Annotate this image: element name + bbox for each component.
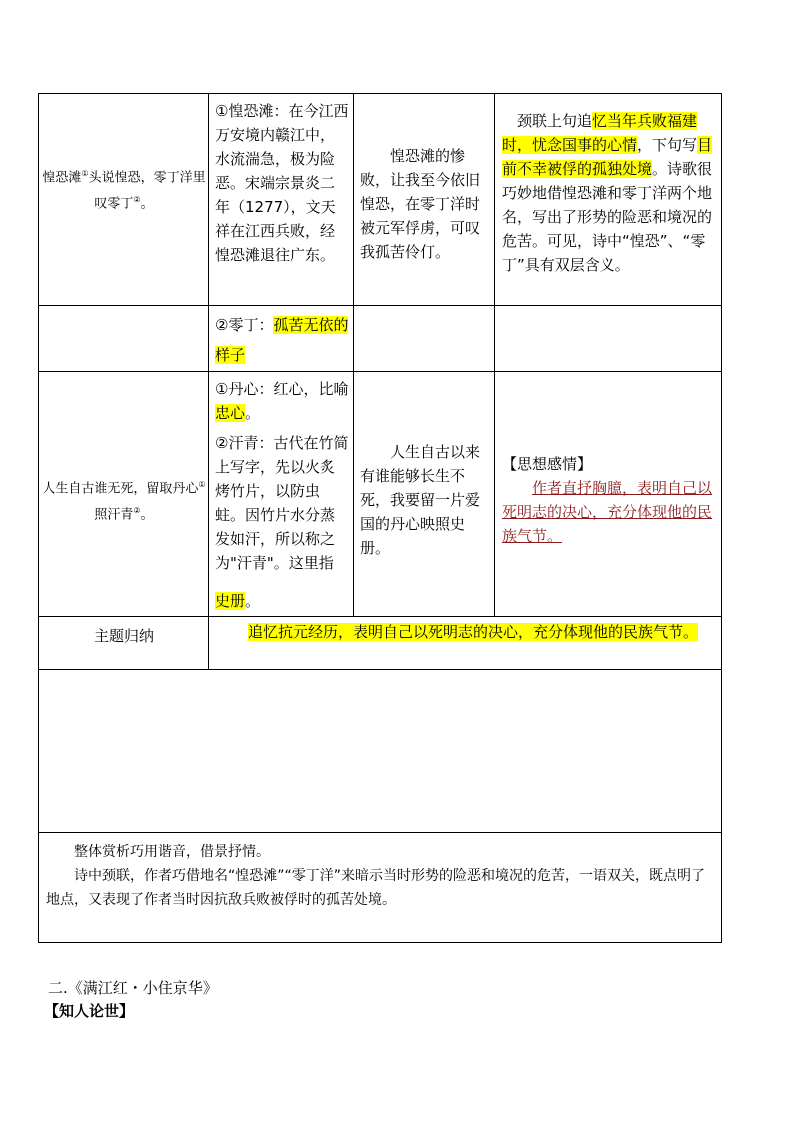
highlighted-text: 忆当年兵败福建时，忧念国事的心情 (502, 112, 698, 154)
translation-text: 人生自古以来有谁能够长生不死，我要留一片爱国的丹心映照史册。 (360, 443, 481, 557)
note-text: ②汗青：古代在竹简上写字，先以火炙烤竹片，以防虫蛀。因竹片水分蒸发如汗，所以称之为"汗青"。这里指 (215, 434, 349, 572)
section-subheading: 【知人论世】 (44, 1002, 135, 1020)
analysis-cell (502, 109, 716, 277)
footnote-marker: ② (133, 506, 141, 516)
appreciation-block (46, 840, 718, 912)
highlighted-text: 目前不幸被俘的孤独处境 (502, 136, 713, 178)
note-cell (215, 377, 349, 613)
note-text: 。 (245, 404, 261, 422)
verse-cell (40, 474, 208, 527)
translation-text: 惶恐滩的惨败，让我至今依旧惶恐，在零丁洋时被元军俘虏，可叹我孤苦伶仃。 (360, 147, 481, 261)
highlighted-text: 忠心 (215, 404, 246, 422)
highlighted-text: 史册 (215, 592, 246, 610)
footnote-marker: ② (133, 195, 141, 205)
section-heading: 二.《满江红・小住京华》 (48, 979, 218, 997)
translation-cell (360, 144, 490, 264)
analysis-text: 颈联上句追 (517, 112, 593, 130)
verse-text: 惶恐滩 (42, 170, 82, 186)
footnote-marker: ① (198, 480, 206, 489)
appreciation-line: 诗中颈联，作者巧借地名“惶恐滩”“零丁洋”来暗示当时形势的险恶和境况的危苦，一语双关，既点明了地点，又表现了作者当时因抗敌兵败被俘时的孤苦处境。 (46, 868, 706, 908)
note-item (215, 589, 349, 613)
note-text: ①丹心：红心，比喻 (215, 380, 349, 398)
analysis-label: 【思想感情】 (502, 455, 593, 473)
highlighted-text: 孤苦无依的样子 (215, 316, 349, 364)
analysis-cell (502, 452, 716, 548)
analysis-text: ，下句写 (637, 136, 698, 154)
note-item (215, 431, 349, 575)
verse-cell (40, 163, 208, 216)
note-text: 。 (245, 592, 261, 610)
theme-label: 主题归纳 (93, 627, 154, 645)
analysis-text: 。诗歌很巧妙地借惶恐滩和零丁洋两个地名，写出了形势的险恶和境况的危苦。可见，诗中“惶恐”、“零丁”具有双层含义。 (502, 160, 713, 274)
note-cell (215, 99, 349, 267)
verse-text: 头说惶恐，零丁洋里叹零丁 (88, 170, 206, 212)
note-text: ①惶恐滩：在今江西万安境内赣江中，水流湍急，极为险恶。宋端宗景炎二年（1277），文天祥在江西兵败，经惶恐滩退往广东。 (215, 102, 349, 264)
appreciation-line: 整体赏析巧用谐音，借景抒情。 (74, 844, 270, 860)
note-cell (215, 310, 349, 370)
note-item (215, 377, 349, 425)
verse-text: 人生自古谁无死，留取丹心 (42, 481, 199, 497)
verse-text: 。 (140, 507, 154, 523)
note-text: ②零丁： (215, 316, 274, 334)
theme-text (248, 621, 716, 644)
footnote-marker: ① (81, 169, 89, 178)
underlined-text: 作者直抒胸臆，表明自己以死明志的决心，充分体现他的民族气节。 (502, 479, 713, 545)
highlighted-text: 追忆抗元经历，表明自己以死明志的决心，充分体现他的民族气节。 (248, 623, 699, 641)
translation-cell (360, 440, 490, 560)
analysis-text (502, 476, 716, 548)
verse-text: 。 (140, 196, 154, 212)
verse-text: 照汗青 (94, 507, 134, 523)
